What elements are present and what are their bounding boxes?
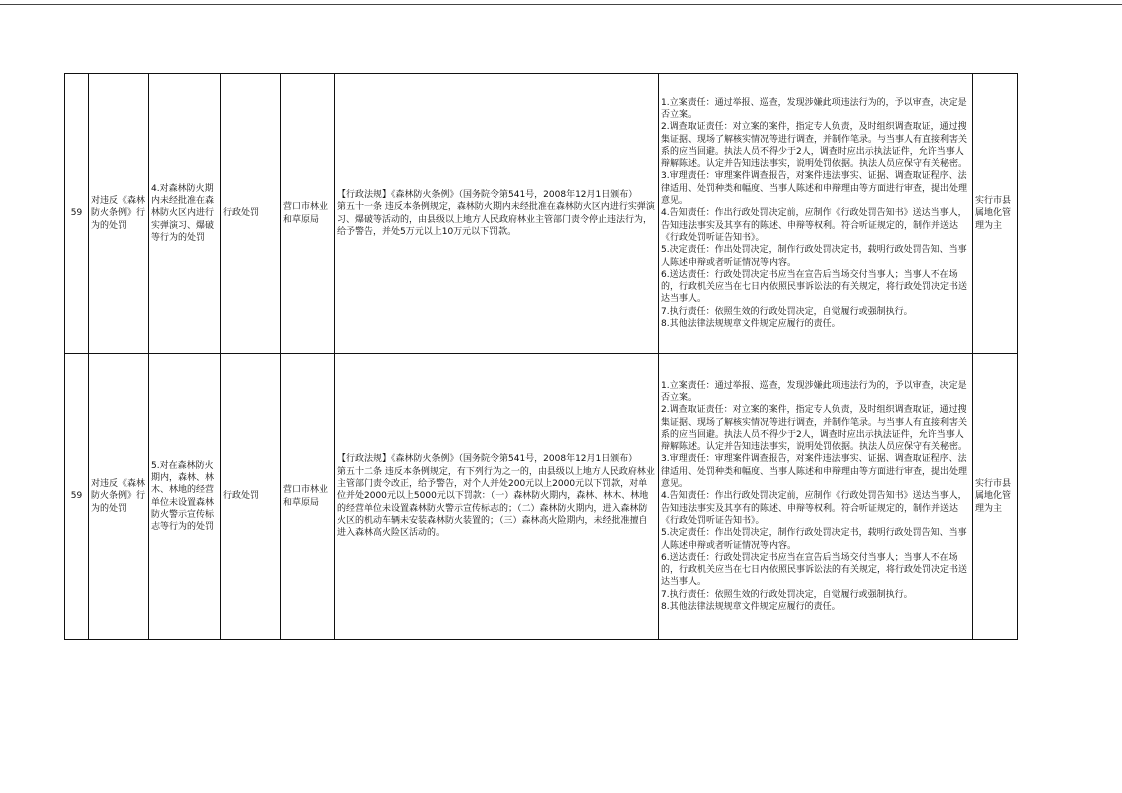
duty-list-cell [659,354,973,640]
remark-cell: 实行市县属地化管理为主 [973,74,1018,354]
duty-item: 8.其他法律法规规章文件规定应履行的责任。 [661,319,841,330]
legal-basis-title: 【行政法规】《森林防火条例》（国务院令第541号，2008年12月1日颁布） [337,189,638,200]
duty-item: 5.决定责任：作出处罚决定，制作行政处罚决定书，载明行政处罚告知、当事人陈述申辩或者听证情况等内容。 [661,528,967,551]
page-top-rule [0,4,1122,5]
category-cell: 行政处罚 [221,354,281,640]
subitem-name-cell: 4.对森林防火期内未经批准在森林防火区内进行实弹演习、爆破等行为的处罚 [149,74,221,354]
legal-basis-text: 第五十一条 违反本条例规定，森林防火期内未经批准在森林防火区内进行实弹演习、爆破等活动的，由县级以上地方人民政府林业主管部门责令停止违法行为，给予警告，并处5万元以上10万元以下罚款。 [337,202,655,237]
duty-item: 6.送达责任：行政处罚决定书应当在宣告后当场交付当事人；当事人不在场的，行政机关应当在七日内依照民事诉讼法的有关规定，将行政处罚决定书送达当事人。 [661,552,968,588]
table-row [65,74,1018,354]
duty-item: 5.决定责任：作出处罚决定，制作行政处罚决定书，载明行政处罚告知、当事人陈述申辩或者听证情况等内容。 [661,245,967,268]
duty-item: 4.告知责任：作出行政处罚决定前，应制作《行政处罚告知书》送达当事人，告知违法事实及其享有的陈述、申辩等权利。符合听证规定的，制作并送达《行政处罚听证告知书》。 [661,491,967,526]
duty-item: 2.调查取证责任：对立案的案件，指定专人负责，及时组织调查取证，通过搜集证据、现场了解核实情况等进行调查，并制作笔录。与当事人有直接利害关系的应当回避。执法人员不得少于2人，调查时应出示执法证件，允许当事人辩解陈述。认定并告知违法事实，说明处罚依据。执法人员应保守有关秘密。 [661,405,968,453]
duty-item: 3.审理责任：审理案件调查报告，对案件违法事实、证据、调查取证程序、法律适用、处罚种类和幅度、当事人陈述和申辩理由等方面进行审查，提出处理意见。 [661,454,968,490]
duty-item: 4.告知责任：作出行政处罚决定前，应制作《行政处罚告知书》送达当事人，告知违法事实及其享有的陈述、申辩等权利。符合听证规定的，制作并送达《行政处罚听证告知书》。 [661,208,967,243]
duty-item: 1.立案责任：通过举报、巡查，发现涉嫌此项违法行为的，予以审查，决定是否立案。 [661,380,967,403]
item-name-cell: 对违反《森林防火条例》行为的处罚 [89,74,149,354]
agency-cell: 营口市林业和草原局 [281,74,335,354]
category-cell: 行政处罚 [221,74,281,354]
duty-item: 1.立案责任：通过举报、巡查，发现涉嫌此项违法行为的，予以审查，决定是否立案。 [661,97,967,120]
legal-basis-cell [335,74,659,354]
power-list-table [64,73,1018,640]
remark-cell: 实行市县属地化管理为主 [973,354,1018,640]
duty-item: 2.调查取证责任：对立案的案件，指定专人负责，及时组织调查取证，通过搜集证据、现场了解核实情况等进行调查，并制作笔录。与当事人有直接利害关系的应当回避。执法人员不得少于2人，调查时应出示执法证件，允许当事人辩解陈述。认定并告知违法事实，说明处罚依据。执法人员应保守有关秘密。 [661,122,968,170]
duty-item: 7.执行责任：依照生效的行政处罚决定，自觉履行或强制执行。 [661,589,913,600]
duty-item: 6.送达责任：行政处罚决定书应当在宣告后当场交付当事人；当事人不在场的，行政机关应当在七日内依照民事诉讼法的有关规定，将行政处罚决定书送达当事人。 [661,269,968,305]
subitem-name-cell: 5.对在森林防火期内，森林、林木、林地的经营单位未设置森林防火警示宣传标志等行为的处罚 [149,354,221,640]
legal-basis-cell [335,354,659,640]
table-row [65,354,1018,640]
row-seq-number: 59 [65,354,89,640]
duty-item: 3.审理责任：审理案件调查报告，对案件违法事实、证据、调查取证程序、法律适用、处罚种类和幅度、当事人陈述和申辩理由等方面进行审查，提出处理意见。 [661,171,968,207]
legal-basis-text: 第五十二条 违反本条例规定，有下列行为之一的，由县级以上地方人民政府林业主管部门责令改正，给予警告，对个人并处200元以上2000元以下罚款，对单位并处2000元以上5000元以下罚款：（一）森林防火期内，森林、林木、林地的经营单位未设置森林防火警示宣传标志的；（二）森林防火期内，进入森林防火区的机动车辆未安装森林防火装置的；（三）森林高火险期内，未经批准擅自进入森林高火险区活动的。 [337,466,655,539]
row-seq-number: 59 [65,74,89,354]
item-name-cell: 对违反《森林防火条例》行为的处罚 [89,354,149,640]
agency-cell: 营口市林业和草原局 [281,354,335,640]
duty-list-cell [659,74,973,354]
legal-basis-title: 【行政法规】《森林防火条例》（国务院令第541号，2008年12月1日颁布） [337,454,638,465]
duty-item: 7.执行责任：依照生效的行政处罚决定，自觉履行或强制执行。 [661,306,913,317]
duty-item: 8.其他法律法规规章文件规定应履行的责任。 [661,602,841,613]
